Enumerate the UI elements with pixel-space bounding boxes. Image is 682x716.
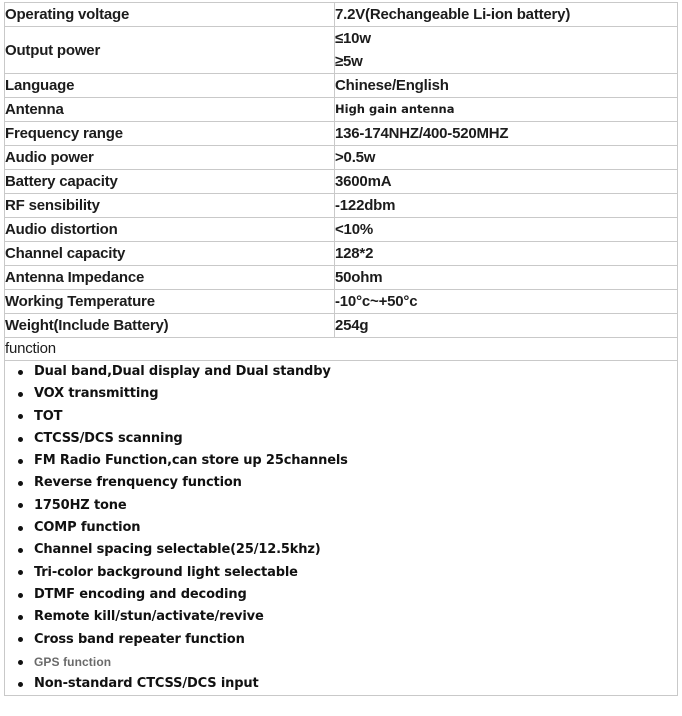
spec-label: Weight(Include Battery) [5,314,335,338]
table-row [5,3,678,27]
list-item [5,517,677,539]
spec-label: Audio distortion [5,218,335,242]
spec-label: Working Temperature [5,290,335,314]
spec-label: Output power [5,27,335,74]
bullet-dot-icon [18,437,23,442]
spec-label: Frequency range [5,122,335,146]
spec-value: Chinese/English [335,74,678,98]
spec-label: Operating voltage [5,3,335,27]
spec-value-line: ≤10w [335,30,371,47]
feature-label: Reverse frenquency function [34,475,242,491]
function-heading: function [5,338,678,361]
bullet-dot-icon [18,503,23,508]
spec-value-line: ≥5w [335,53,363,70]
table-row [5,218,678,242]
feature-label: FM Radio Function,can store up 25channels [34,453,348,469]
feature-label: TOT [34,408,63,424]
spec-value: -122dbm [335,194,678,218]
table-row [5,290,678,314]
spec-value: >0.5w [335,146,678,170]
bullet-dot-icon [18,682,23,687]
table-row [5,146,678,170]
table-row [5,314,678,338]
feature-label: Cross band repeater function [34,631,245,647]
list-item [5,406,677,428]
spec-label: Antenna Impedance [5,266,335,290]
list-item [5,651,677,673]
list-item [5,606,677,628]
bullet-dot-icon [18,370,23,375]
table-row [5,27,678,74]
feature-label: Channel spacing selectable(25/12.5khz) [34,542,321,558]
feature-label: Dual band,Dual display and Dual standby [34,364,331,379]
spec-value: 7.2V(Rechangeable Li-ion battery) [335,3,678,27]
feature-label: 1750HZ tone [34,497,127,513]
bullet-dot-icon [18,459,23,464]
list-item [5,383,677,405]
feature-label: VOX transmitting [34,386,159,402]
feature-label: CTCSS/DCS scanning [34,430,183,446]
list-item [5,629,677,651]
table-row [5,194,678,218]
feature-list [5,361,677,695]
table-row [5,122,678,146]
bullet-dot-icon [18,526,23,531]
spec-label: Antenna [5,98,335,122]
list-item [5,361,677,383]
bullet-dot-icon [18,414,23,419]
bullet-dot-icon [18,570,23,575]
spec-label: Channel capacity [5,242,335,266]
table-row [5,170,678,194]
list-item [5,562,677,584]
spec-label: Audio power [5,146,335,170]
table-row [5,266,678,290]
list-item [5,584,677,606]
function-features-row [5,361,678,696]
spec-value [335,27,678,74]
list-item [5,673,677,695]
feature-label: COMP function [34,520,141,536]
bullet-dot-icon [18,481,23,486]
table-row [5,242,678,266]
table-row [5,74,678,98]
spec-value: 3600mA [335,170,678,194]
spec-value: 50ohm [335,266,678,290]
bullet-dot-icon [18,615,23,620]
feature-label: GPS function [34,654,112,669]
bullet-dot-icon [18,660,23,665]
list-item [5,495,677,517]
bullet-dot-icon [18,548,23,553]
spec-value: <10% [335,218,678,242]
spec-label: RF sensibility [5,194,335,218]
table-row [5,98,678,122]
bullet-dot-icon [18,637,23,642]
spec-label: Language [5,74,335,98]
list-item [5,428,677,450]
feature-label: Remote kill/stun/activate/revive [34,609,264,625]
list-item [5,472,677,494]
spec-label: Battery capacity [5,170,335,194]
function-features-cell [5,361,678,696]
spec-value: 136-174NHZ/400-520MHZ [335,122,678,146]
list-item [5,539,677,561]
feature-label: Tri-color background light selectable [34,564,298,580]
bullet-dot-icon [18,392,23,397]
spec-value: 128*2 [335,242,678,266]
specification-table-body [5,3,678,696]
spec-value: 254g [335,314,678,338]
feature-label: DTMF encoding and decoding [34,586,247,602]
feature-label: Non-standard CTCSS/DCS input [34,676,259,692]
list-item [5,450,677,472]
function-heading-row [5,338,678,361]
spec-value: -10°c~+50°c [335,290,678,314]
spec-value: High gain antenna [335,98,678,122]
specification-table [4,2,678,696]
bullet-dot-icon [18,593,23,598]
